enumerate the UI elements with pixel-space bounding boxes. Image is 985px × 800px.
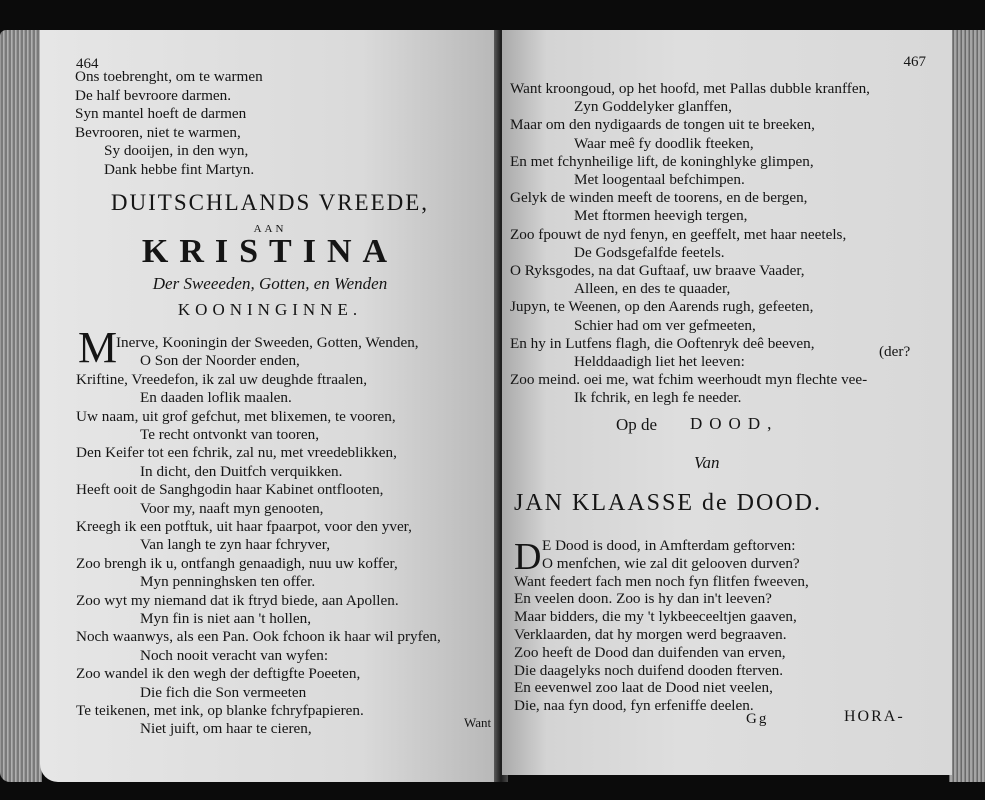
heading-dood: DOOD, — [690, 414, 779, 433]
der-fragment: (der? — [879, 343, 911, 360]
verse-line: Want feedert fach men noch fyn flitfen fweeven, — [514, 572, 809, 590]
verse-line: Zyn Goddelyker glanffen, — [574, 98, 732, 116]
verse-line: Zoo wyt my niemand dat ik ftryd biede, aan Apollen. — [76, 591, 399, 609]
poem-title-aan: AAN — [253, 223, 287, 235]
verse-line: Die daagelyks noch duifend dooden fterven. — [514, 661, 784, 679]
verse-line: Die, naa fyn dood, fyn erfeniffe deelen. — [514, 697, 754, 715]
verse-line: Want kroongoud, op het hoofd, met Pallas dubble kranffen, — [510, 80, 870, 97]
verse-line: Ik fchrik, en legh fe needer. — [574, 389, 742, 407]
poem-title-name: KRISTINA — [141, 233, 399, 270]
left-page — [40, 30, 500, 782]
verse-line: Te recht ontvonkt van tooren, — [140, 426, 320, 443]
verse-line: Te teikenen, met ink, op blanke fchryfpapieren. — [76, 702, 364, 719]
poem-subtitle: Der Sweeeden, Gotten, en Wenden — [152, 274, 388, 293]
verse-line: Noch waanwys, als een Pan. Ook fchoon ik haar wil pryfen, — [76, 628, 441, 646]
verse-line: Jupyn, te Weenen, op den Aarends rugh, gefeeten, — [510, 298, 814, 316]
heading-van: Van — [694, 453, 720, 472]
verse-line: E Dood is dood, in Amfterdam geftorven: — [542, 537, 796, 554]
verse-line: Alleen, en des te quaader, — [574, 280, 731, 298]
heading-op-de: Op de — [616, 415, 658, 434]
signature-mark: Gg — [746, 711, 769, 727]
verse-line: Inerve, Kooningin der Sweeden, Gotten, Wenden, — [116, 334, 419, 351]
page-number-left: 464 — [76, 56, 99, 72]
verse-line: En eevenwel zoo laat de Dood niet veelen, — [514, 679, 773, 697]
verse-line: Ons toebrenght, om te warmen — [75, 68, 263, 85]
verse-line: Myn penninghsken ten offer. — [140, 573, 316, 591]
verse-line: O menfchen, wie zal dit gelooven durven? — [542, 554, 800, 572]
verse-line: De Godsgefalfde feetels. — [574, 243, 725, 261]
verse-line: Schier had om ver gefmeeten, — [574, 316, 756, 334]
book-fore-edge-left — [0, 30, 42, 782]
drop-cap-m: M — [78, 323, 118, 372]
heading-name: JAN KLAASSE de DOOD. — [514, 490, 822, 516]
verse-line: Zoo heeft de Dood dan duifenden van erven, — [514, 643, 786, 661]
verse-line: O Ryksgodes, na dat Guftaaf, uw braave Vaader, — [510, 262, 805, 279]
verse-line: Bevrooren, niet te warmen, — [75, 123, 241, 141]
verse-line: Niet juift, om haar te cieren, — [140, 720, 312, 738]
verse-line: Zoo brengh ik u, ontfangh genaadigh, nuu uw koffer, — [76, 554, 398, 572]
verse-line: O Son der Noorder enden, — [140, 352, 300, 370]
verse-line: In dicht, den Duitfch verquikken. — [140, 462, 343, 480]
right-page — [502, 30, 952, 775]
drop-cap-d: D — [514, 536, 542, 578]
poem-title-koninginne: KOONINGINNE. — [177, 300, 363, 319]
verse-line: En daaden loflik maalen. — [140, 389, 292, 407]
verse-line: Waar meê fy doodlik fteeken, — [574, 134, 754, 152]
verse-line: En hy in Lutfens flagh, die Ooftenryk deê beeven, — [510, 334, 815, 352]
verse-line: Kriftine, Vreedefon, ik zal uw deughde ftraalen, — [76, 370, 368, 388]
book-fore-edge-right — [949, 30, 985, 782]
catchword-right: HORA- — [844, 708, 905, 725]
verse-line: Den Keifer tot een fchrik, zal nu, met vreedeblikken, — [76, 444, 397, 462]
verse-line: Met ftormen heevigh tergen, — [574, 207, 748, 225]
verse-line: Sy dooijen, in den wyn, — [104, 142, 249, 160]
verse-line: Kreegh ik een potftuk, uit haar fpaarpot, voor den yver, — [76, 518, 412, 535]
verse-line: Van langh te zyn haar fchryver, — [140, 536, 330, 554]
verse-line: Syn mantel hoeft de darmen — [75, 105, 247, 123]
page-number-right: 467 — [903, 54, 926, 70]
verse-line: Zoo meind. oei me, wat fchim weerhoudt myn flechte vee- — [510, 371, 868, 389]
verse-line: Myn fin is niet aan 't hollen, — [140, 610, 312, 627]
verse-line: Gelyk de winden meeft de toorens, en de bergen, — [510, 189, 808, 207]
catchword-left: Want — [464, 715, 492, 730]
verse-line: En veelen doon. Zoo is hy dan in't leeven? — [514, 590, 772, 608]
verse-line: Uw naam, uit grof gefchut, met blixemen, te vooren, — [76, 407, 396, 425]
verse-line: Verklaarden, dat hy morgen werd begraaven. — [514, 626, 787, 643]
verse-line: Maar om den nydigaards de tongen uit te breeken, — [510, 116, 815, 134]
poem-title: DUITSCHLANDS VREEDE, — [110, 190, 430, 215]
verse-line: Zoo fpouwt de nyd fenyn, en geeffelt, met haar neetels, — [510, 225, 847, 243]
verse-line: Met loogentaal befchimpen. — [574, 171, 745, 188]
verse-line: Heeft ooit de Sanghgodin haar Kabinet ontflooten, — [76, 481, 384, 499]
verse-line: Voor my, naaft myn genooten, — [140, 499, 324, 517]
verse-line: Maar bidders, die my 't lykbeeceeltjen gaaven, — [514, 608, 797, 626]
verse-line: En met fchynheilige lift, de koninghlyke glimpen, — [510, 152, 814, 170]
verse-line: Dank hebbe fint Martyn. — [104, 161, 255, 178]
verse-line: Die fich die Son vermeeten — [140, 683, 307, 701]
verse-line: Zoo wandel ik den wegh der deftigfte Poeeten, — [76, 665, 361, 683]
verse-line: De half bevroore darmen. — [75, 86, 232, 104]
verse-line: Noch nooit veracht van wyfen: — [140, 646, 329, 664]
verse-line: Helddaadigh liet het leeven: — [574, 353, 745, 370]
